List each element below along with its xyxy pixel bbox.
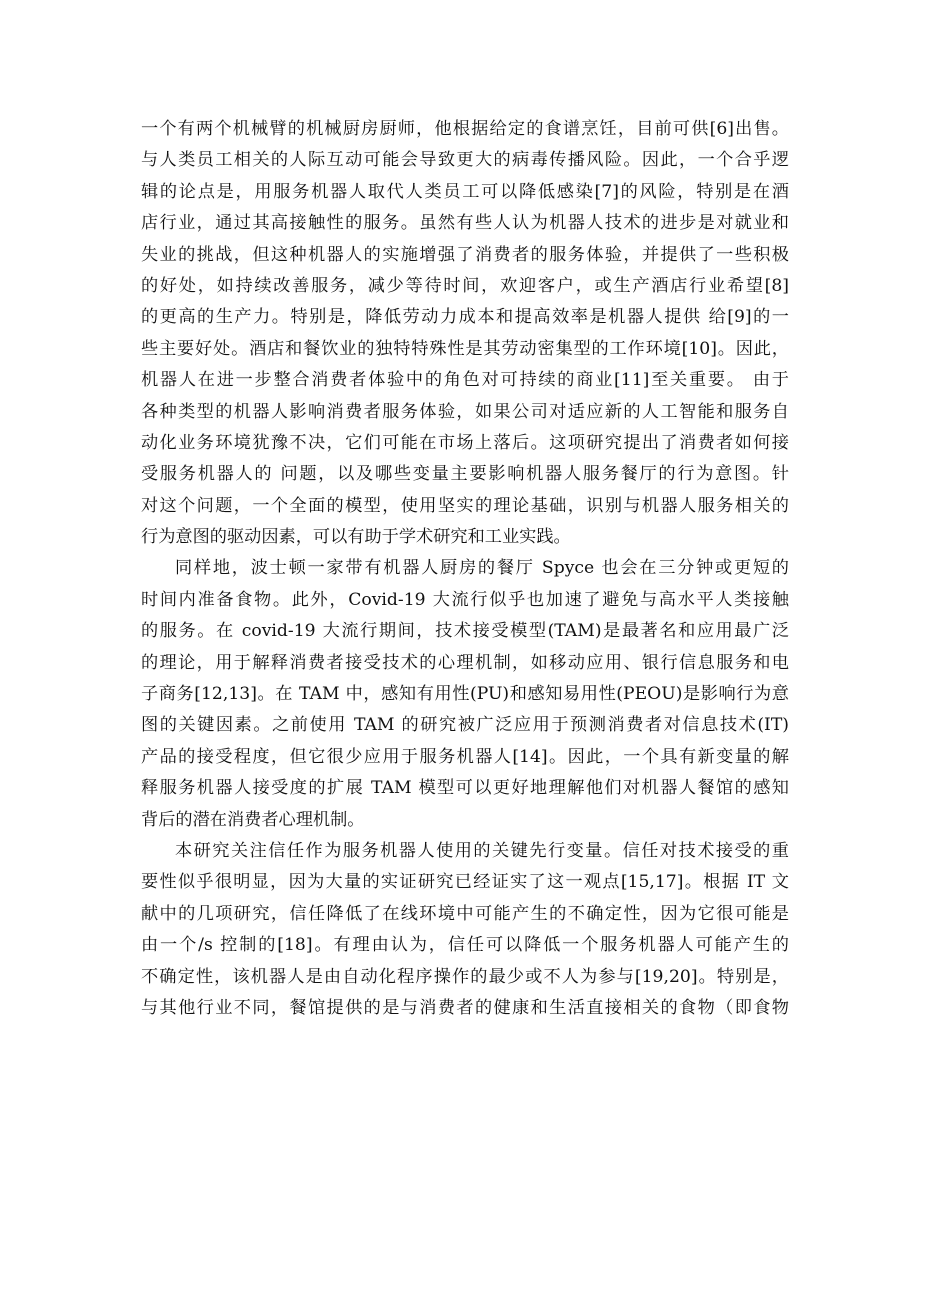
text-line: 各种类型的机器人影响消费者服务体验，如果公司对适应新的人工智能和服务自 <box>141 401 789 422</box>
text-line: 辑的论点是，用服务机器人取代人类员工可以降低感染[7]的风险，特别是在酒 <box>141 181 789 202</box>
paragraph-3 <box>141 836 789 1024</box>
paragraph-1 <box>141 114 789 553</box>
text-line: 行为意图的驱动因素，可以有助于学术研究和工业实践。 <box>141 527 571 548</box>
text-line: 产品的接受程度，但它很少应用于服务机器人[14]。因此，一个具有新变量的解 <box>141 746 789 767</box>
text-line: 要性似乎很明显，因为大量的实证研究已经证实了这一观点[15,17]。根据 IT 文 <box>141 872 789 893</box>
text-line: 失业的挑战，但这种机器人的实施增强了消费者的服务体验，并提供了一些积极 <box>141 244 789 265</box>
text-line: 受服务机器人的 问题，以及哪些变量主要影响机器人服务餐厅的行为意图。针 <box>141 464 789 485</box>
text-line: 与其他行业不同，餐馆提供的是与消费者的健康和生活直接相关的食物（即食物 <box>141 997 789 1018</box>
text-line: 的更高的生产力。特别是，降低劳动力成本和提高效率是机器人提供 给[9]的一 <box>141 307 789 328</box>
text-line: 的好处，如持续改善服务，减少等待时间，欢迎客户，或生产酒店行业希望[8] <box>141 275 789 296</box>
text-line: 机器人在进一步整合消费者体验中的角色对可持续的商业[11]至关重要。 由于 <box>141 370 789 391</box>
text-line: 对这个问题，一个全面的模型，使用坚实的理论基础，识别与机器人服务相关的 <box>141 495 789 516</box>
text-line: 背后的潜在消费者心理机制。 <box>141 809 365 830</box>
text-line: 由一个/s 控制的[18]。有理由认为，信任可以降低一个服务机器人可能产生的 <box>141 935 789 956</box>
text-line: 与人类员工相关的人际互动可能会导致更大的病毒传播风险。因此，一个合乎逻 <box>141 150 789 171</box>
text-line: 的理论，用于解释消费者接受技术的心理机制，如移动应用、银行信息服务和电 <box>141 652 789 673</box>
text-line: 本研究关注信任作为服务机器人使用的关键先行变量。信任对技术接受的重 <box>175 840 789 861</box>
text-line: 店行业，通过其高接触性的服务。虽然有些人认为机器人技术的进步是对就业和 <box>141 213 789 234</box>
text-line: 图的关键因素。之前使用 TAM 的研究被广泛应用于预测消费者对信息技术(IT) <box>141 715 789 736</box>
text-line: 时间内准备食物。此外，Covid-19 大流行似乎也加速了避免与高水平人类接触 <box>141 589 789 610</box>
text-line: 一个有两个机械臂的机械厨房厨师，他根据给定的食谱烹饪，目前可供[6]出售。 <box>141 119 789 139</box>
text-line: 的服务。在 covid-19 大流行期间，技术接受模型(TAM)是最著名和应用最广泛 <box>141 621 789 642</box>
body-text <box>141 114 789 1024</box>
text-line: 同样地，波士顿一家带有机器人厨房的餐厅 Spyce 也会在三分钟或更短的 <box>175 558 789 579</box>
text-line: 释服务机器人接受度的扩展 TAM 模型可以更好地理解他们对机器人餐馆的感知 <box>141 778 789 799</box>
text-line: 些主要好处。酒店和餐饮业的独特特殊性是其劳动密集型的工作环境[10]。因此， <box>141 338 789 359</box>
text-line: 献中的几项研究，信任降低了在线环境中可能产生的不确定性，因为它很可能是 <box>141 903 789 924</box>
text-line: 不确定性，该机器人是由自动化程序操作的最少或不人为参与[19,20]。特别是， <box>141 966 789 987</box>
paragraph-2 <box>141 553 789 836</box>
text-line: 动化业务环境犹豫不决，它们可能在市场上落后。这项研究提出了消费者如何接 <box>141 432 789 453</box>
text-line: 子商务[12,13]。在 TAM 中，感知有用性(PU)和感知易用性(PEOU)是影响行为意 <box>141 684 789 705</box>
